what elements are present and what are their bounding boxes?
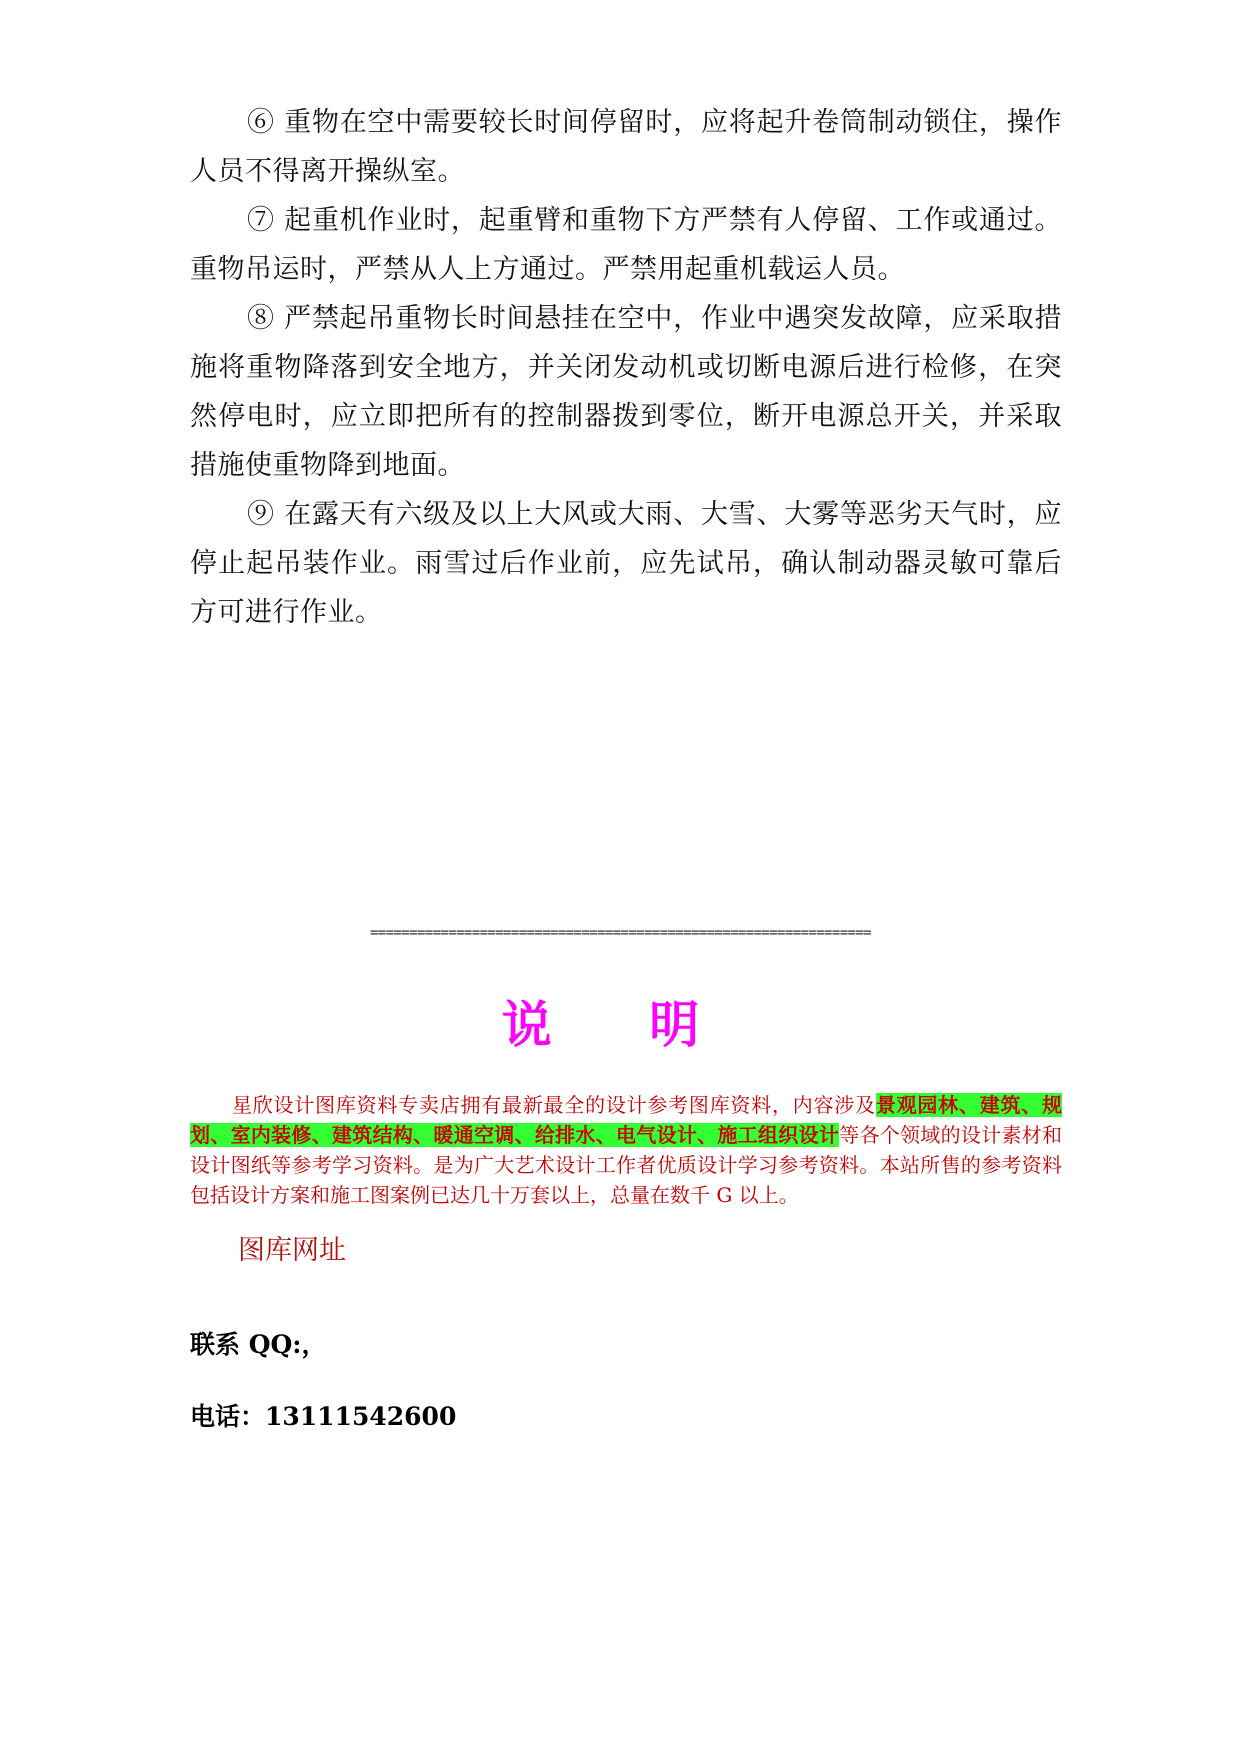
contact-qq: 联系 QQ:， <box>190 1330 327 1359</box>
desc-highlight: 景观园林、建筑、规划、室内装修、建筑结构、暖通空调、给排水、电气设计、施工组织设计 <box>190 1093 1063 1147</box>
desc-text-before: 星欣设计图库资料专卖店拥有最新最全的设计参考图库资料，内容涉及 <box>232 1093 876 1117</box>
contact-phone: 电话：13111542600 <box>190 1402 457 1431</box>
rule-item-8: ⑧ 严禁起吊重物长时间悬挂在空中，作业中遇突发故障，应采取措施将重物降落到安全地方，并关闭发动机或切断电源后进行检修，在突然停电时，应立即把所有的控制器拨到零位，断开电源总开关，并采取措施使重物降到地面。 <box>190 303 1062 481</box>
rule-item-7: ⑦ 起重机作业时，起重臂和重物下方严禁有人停留、工作或通过。重物吊运时，严禁从人上方通过。严禁用起重机载运人员。 <box>190 205 1062 285</box>
rule-item-6: ⑥ 重物在空中需要较长时间停留时，应将起升卷筒制动锁住，操作人员不得离开操纵室。 <box>190 107 1062 187</box>
rule-item-9: ⑨ 在露天有六级及以上大风或大雨、大雪、大雾等恶劣天气时，应停止起吊装作业。雨雪过后作业前，应先试吊，确认制动器灵敏可靠后方可进行作业。 <box>190 499 1062 628</box>
notice-title: 说 明 <box>501 996 740 1054</box>
section-divider: ================================================================ <box>369 925 872 941</box>
library-link[interactable]: 图库网址 <box>238 1235 346 1266</box>
notice-description <box>190 1090 1062 1210</box>
desc-text-after: 等各个领域的设计素材和设计图纸等参考学习资料。是为广大艺术设计工作者优质设计学习参考资料。本站所售的参考资料包括设计方案和施工图案例已达几十万套以上，总量在数千 G 以上。 <box>190 1123 1063 1207</box>
safety-rules <box>190 98 1062 637</box>
